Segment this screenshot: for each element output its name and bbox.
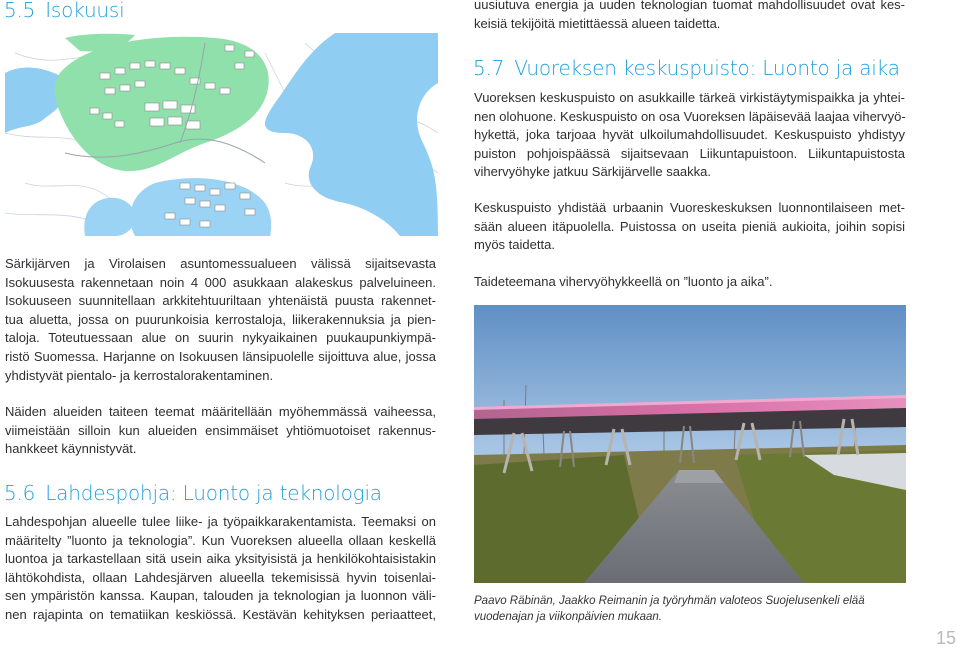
heading-number: 5.6 [4,481,36,505]
text-line: hykettä, joka tarjoaa hyvät ulkoilumahdollisuudet. Keskuspuisto yhdistyy [474,127,905,143]
theme-line [474,273,905,292]
heading-title: Lahdespohja: Luonto ja teknologia [45,481,382,505]
photo-caption [474,594,914,625]
text-line: Lahdespohjan alueelle tulee liike- ja työpaikkarakentamista. Teemaksi on [5,514,436,529]
text-line: lähtökohdista, ollaan Lahdesjärven alueella tekemisissä hyvin toisenlai- [5,569,436,585]
text-line: Särkijärven ja Virolaisen asuntomessualueen välissä sijaitsevasta [5,256,436,271]
text-line: Isokuusesta rakennetaan noin 4 000 asukkaan alakeskus palveluineen. [5,274,436,290]
text-line: Isokuuseen suunnitellaan arkkitehtuuriltaan yhtenäistä puusta rakennet- [5,293,436,309]
heading-title: Isokuusi [45,0,125,22]
text-line: nen rajapinta on tematiikan keskiössä. Kestävän kehityksen periaatteet, [5,606,436,622]
isokuusi-site-map [5,33,438,236]
page-number: 15 [936,628,957,648]
bridge-light-artwork-photo [474,305,906,583]
heading-5-7 [473,56,900,80]
heading-title: Vuoreksen keskuspuisto: Luonto ja aika [514,56,900,80]
keskuspuisto-paragraph [474,89,905,182]
text-line: vihervyöhyke jatkuu Särkijärvelle saakka. [474,164,711,180]
text-line: sään alueen itäpuolella. Puistossa on useita pieniä aukioita, joihin sopisi [474,218,905,234]
text-line: uusiutuva energia ja uuden teknologian tuomat mahdollisuudet ovat kes- [474,0,905,12]
caption-line: vuodenajan ja viikonpäivien mukaan. [474,610,662,623]
text-line: Taideteemana vihervyöhykkeellä on ”luonto ja aika”. [474,274,773,289]
urban-paragraph [474,199,905,255]
text-line: yhdistyvät pientalo- ja kerrostalorakentaminen. [5,367,274,383]
text-line: nen olohuone. Keskuspuisto on osa Vuoreksen läpäisevää laajaa vihervyö- [474,108,906,124]
text-line: puiston pohjoispäässä sijaitsevaan Liikuntapuistoon. Liikuntapuistosta [474,145,905,161]
text-line: taloja. Toteutuessaan alue on suurin nykyaikainen puukaupunkiympä- [5,330,436,346]
heading-5-6 [4,481,382,505]
text-line: viimeistään silloin kun alueiden ensimmäiset yhtiömuotoiset rakennus- [5,422,436,438]
text-line: Keskuspuisto yhdistää urbaanin Vuoreskeskuksen luonnontilaiseen met- [474,200,905,215]
text-line: Näiden alueiden taiteen teemat määritellään myöhemmässä vaiheessa, [5,404,436,419]
heading-5-5 [4,0,124,22]
text-line: myös taidetta. [474,237,555,253]
caption-line: Paavo Räbinän, Jaakko Reimanin ja työryhmän valoteos Suojelusenkeli elää [474,595,865,607]
text-line: keisiä tekijöitä mietittäessä alueen taidetta. [474,15,721,31]
lahdespohja-paragraph [5,513,436,625]
text-line: ristö Suomessa. Harjanne on Isokuusen länsipuolelle sijoittuva alue, jossa [5,348,436,364]
heading-number: 5.5 [4,0,36,22]
text-line: tua aluetta, jossa on puurunkoisia kerrostaloja, liikerakennuksia ja pien- [5,311,436,327]
text-line: määritelty ”luonto ja teknologia”. Kun Vuoreksen alueella ollaan keskellä [5,532,436,548]
themes-paragraph [5,403,436,459]
isokuusi-paragraph [5,255,436,385]
text-line: Vuoreksen keskuspuisto on asukkaille tärkeä virkistäytymispaikka ja yhtei- [474,90,905,105]
text-line: sen ympäristön kanssa. Kaupan, talouden ja teknologian ja luonnon väli- [5,588,436,604]
continued-paragraph [474,0,905,33]
text-line: luontoa ja tarkastellaan sitä usein aika yksityisistä ja henkilökohtaisistakin [5,551,436,567]
text-line: hankkeet käynnistyvät. [5,441,137,457]
heading-number: 5.7 [473,56,505,80]
